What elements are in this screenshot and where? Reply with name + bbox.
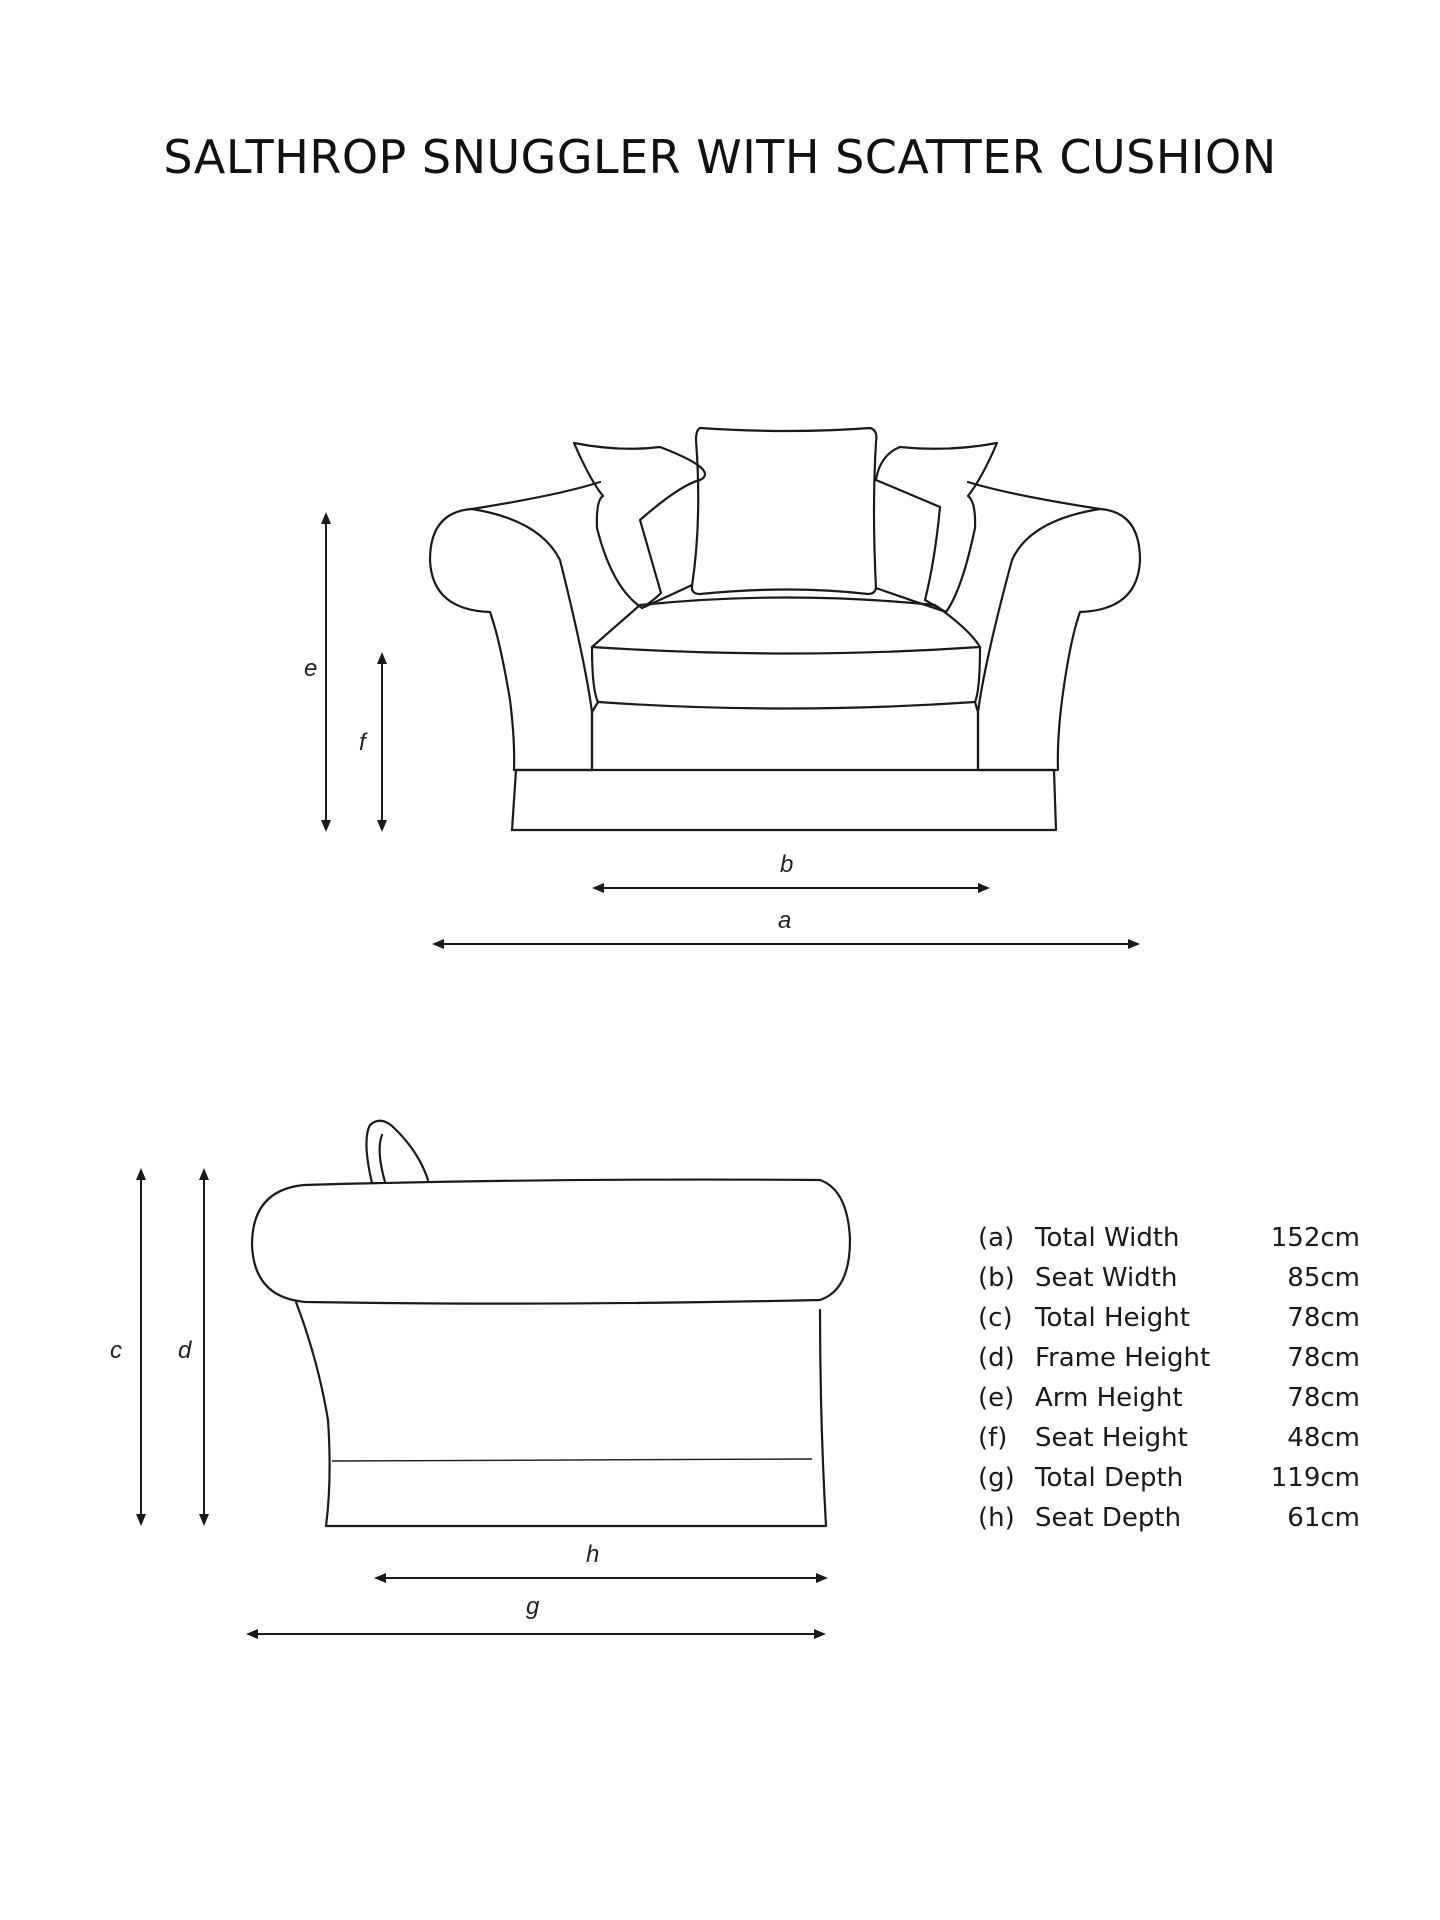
front-right-arm [978, 509, 1140, 770]
front-left-back-cushion [574, 443, 705, 608]
spec-row [978, 1498, 1378, 1538]
spec-label: Frame Height [1035, 1343, 1211, 1373]
side-view-snuggler [252, 1121, 850, 1526]
dimension-spec-table [978, 1218, 1378, 1538]
front-scatter-cushion [692, 428, 877, 594]
spec-value: 85cm [1287, 1263, 1360, 1293]
dimension-label-d: d [178, 1337, 192, 1364]
spec-label: Total Width [1035, 1223, 1180, 1253]
page-title: SALTHROP SNUGGLER WITH SCATTER CUSHION [163, 130, 1277, 184]
spec-row [978, 1458, 1378, 1498]
spec-label: Total Height [1035, 1303, 1190, 1333]
dimension-b [592, 851, 990, 893]
side-arm-roll [252, 1180, 850, 1304]
front-right-back-cushion [876, 443, 997, 612]
spec-value: 78cm [1287, 1343, 1360, 1373]
dimension-a [432, 907, 1140, 949]
spec-value: 61cm [1287, 1503, 1360, 1533]
dimension-label-a: a [778, 907, 792, 934]
front-view-snuggler [430, 428, 1140, 830]
dimension-g [246, 1593, 826, 1639]
spec-code: (c) [978, 1303, 1013, 1333]
spec-value: 119cm [1270, 1463, 1360, 1493]
dimension-d [178, 1168, 209, 1526]
front-right-arm-top [968, 482, 1100, 509]
spec-label: Seat Depth [1035, 1503, 1182, 1533]
spec-value: 78cm [1287, 1303, 1360, 1333]
front-seat-cushion-side [592, 647, 980, 709]
dimension-label-e: e [304, 655, 318, 682]
front-left-arm-top [472, 482, 600, 509]
side-cushion [366, 1121, 428, 1183]
dimension-label-b: b [780, 851, 794, 878]
front-seat-cushion [592, 598, 980, 654]
spec-value: 48cm [1287, 1423, 1360, 1453]
spec-code: (f) [978, 1423, 1008, 1453]
front-left-arm [430, 509, 592, 770]
spec-value: 152cm [1270, 1223, 1360, 1253]
side-skirt-seam [332, 1459, 812, 1461]
spec-value: 78cm [1287, 1383, 1360, 1413]
spec-code: (b) [978, 1263, 1015, 1293]
spec-row [978, 1378, 1378, 1418]
spec-code: (d) [978, 1343, 1015, 1373]
spec-label: Arm Height [1035, 1383, 1183, 1413]
dimension-label-f: f [359, 729, 366, 756]
dimension-c [110, 1168, 146, 1526]
side-cushion-fold [380, 1135, 385, 1182]
spec-code: (a) [978, 1223, 1015, 1253]
spec-code: (e) [978, 1383, 1015, 1413]
spec-code: (g) [978, 1463, 1015, 1493]
spec-row [978, 1218, 1378, 1258]
spec-row [978, 1298, 1378, 1338]
spec-row [978, 1418, 1378, 1458]
spec-row [978, 1338, 1378, 1378]
spec-label: Seat Height [1035, 1423, 1188, 1453]
front-skirt [512, 770, 1056, 830]
side-body [296, 1302, 826, 1526]
spec-label: Total Depth [1035, 1463, 1184, 1493]
front-seat-base [592, 702, 978, 770]
dimension-f [359, 652, 387, 832]
dimension-label-h: h [586, 1541, 600, 1568]
spec-row [978, 1258, 1378, 1298]
spec-label: Seat Width [1035, 1263, 1178, 1293]
dimension-h [374, 1541, 828, 1583]
spec-code: (h) [978, 1503, 1015, 1533]
dimension-label-g: g [526, 1593, 540, 1620]
dimension-label-c: c [110, 1337, 122, 1364]
dimension-e [304, 512, 331, 832]
